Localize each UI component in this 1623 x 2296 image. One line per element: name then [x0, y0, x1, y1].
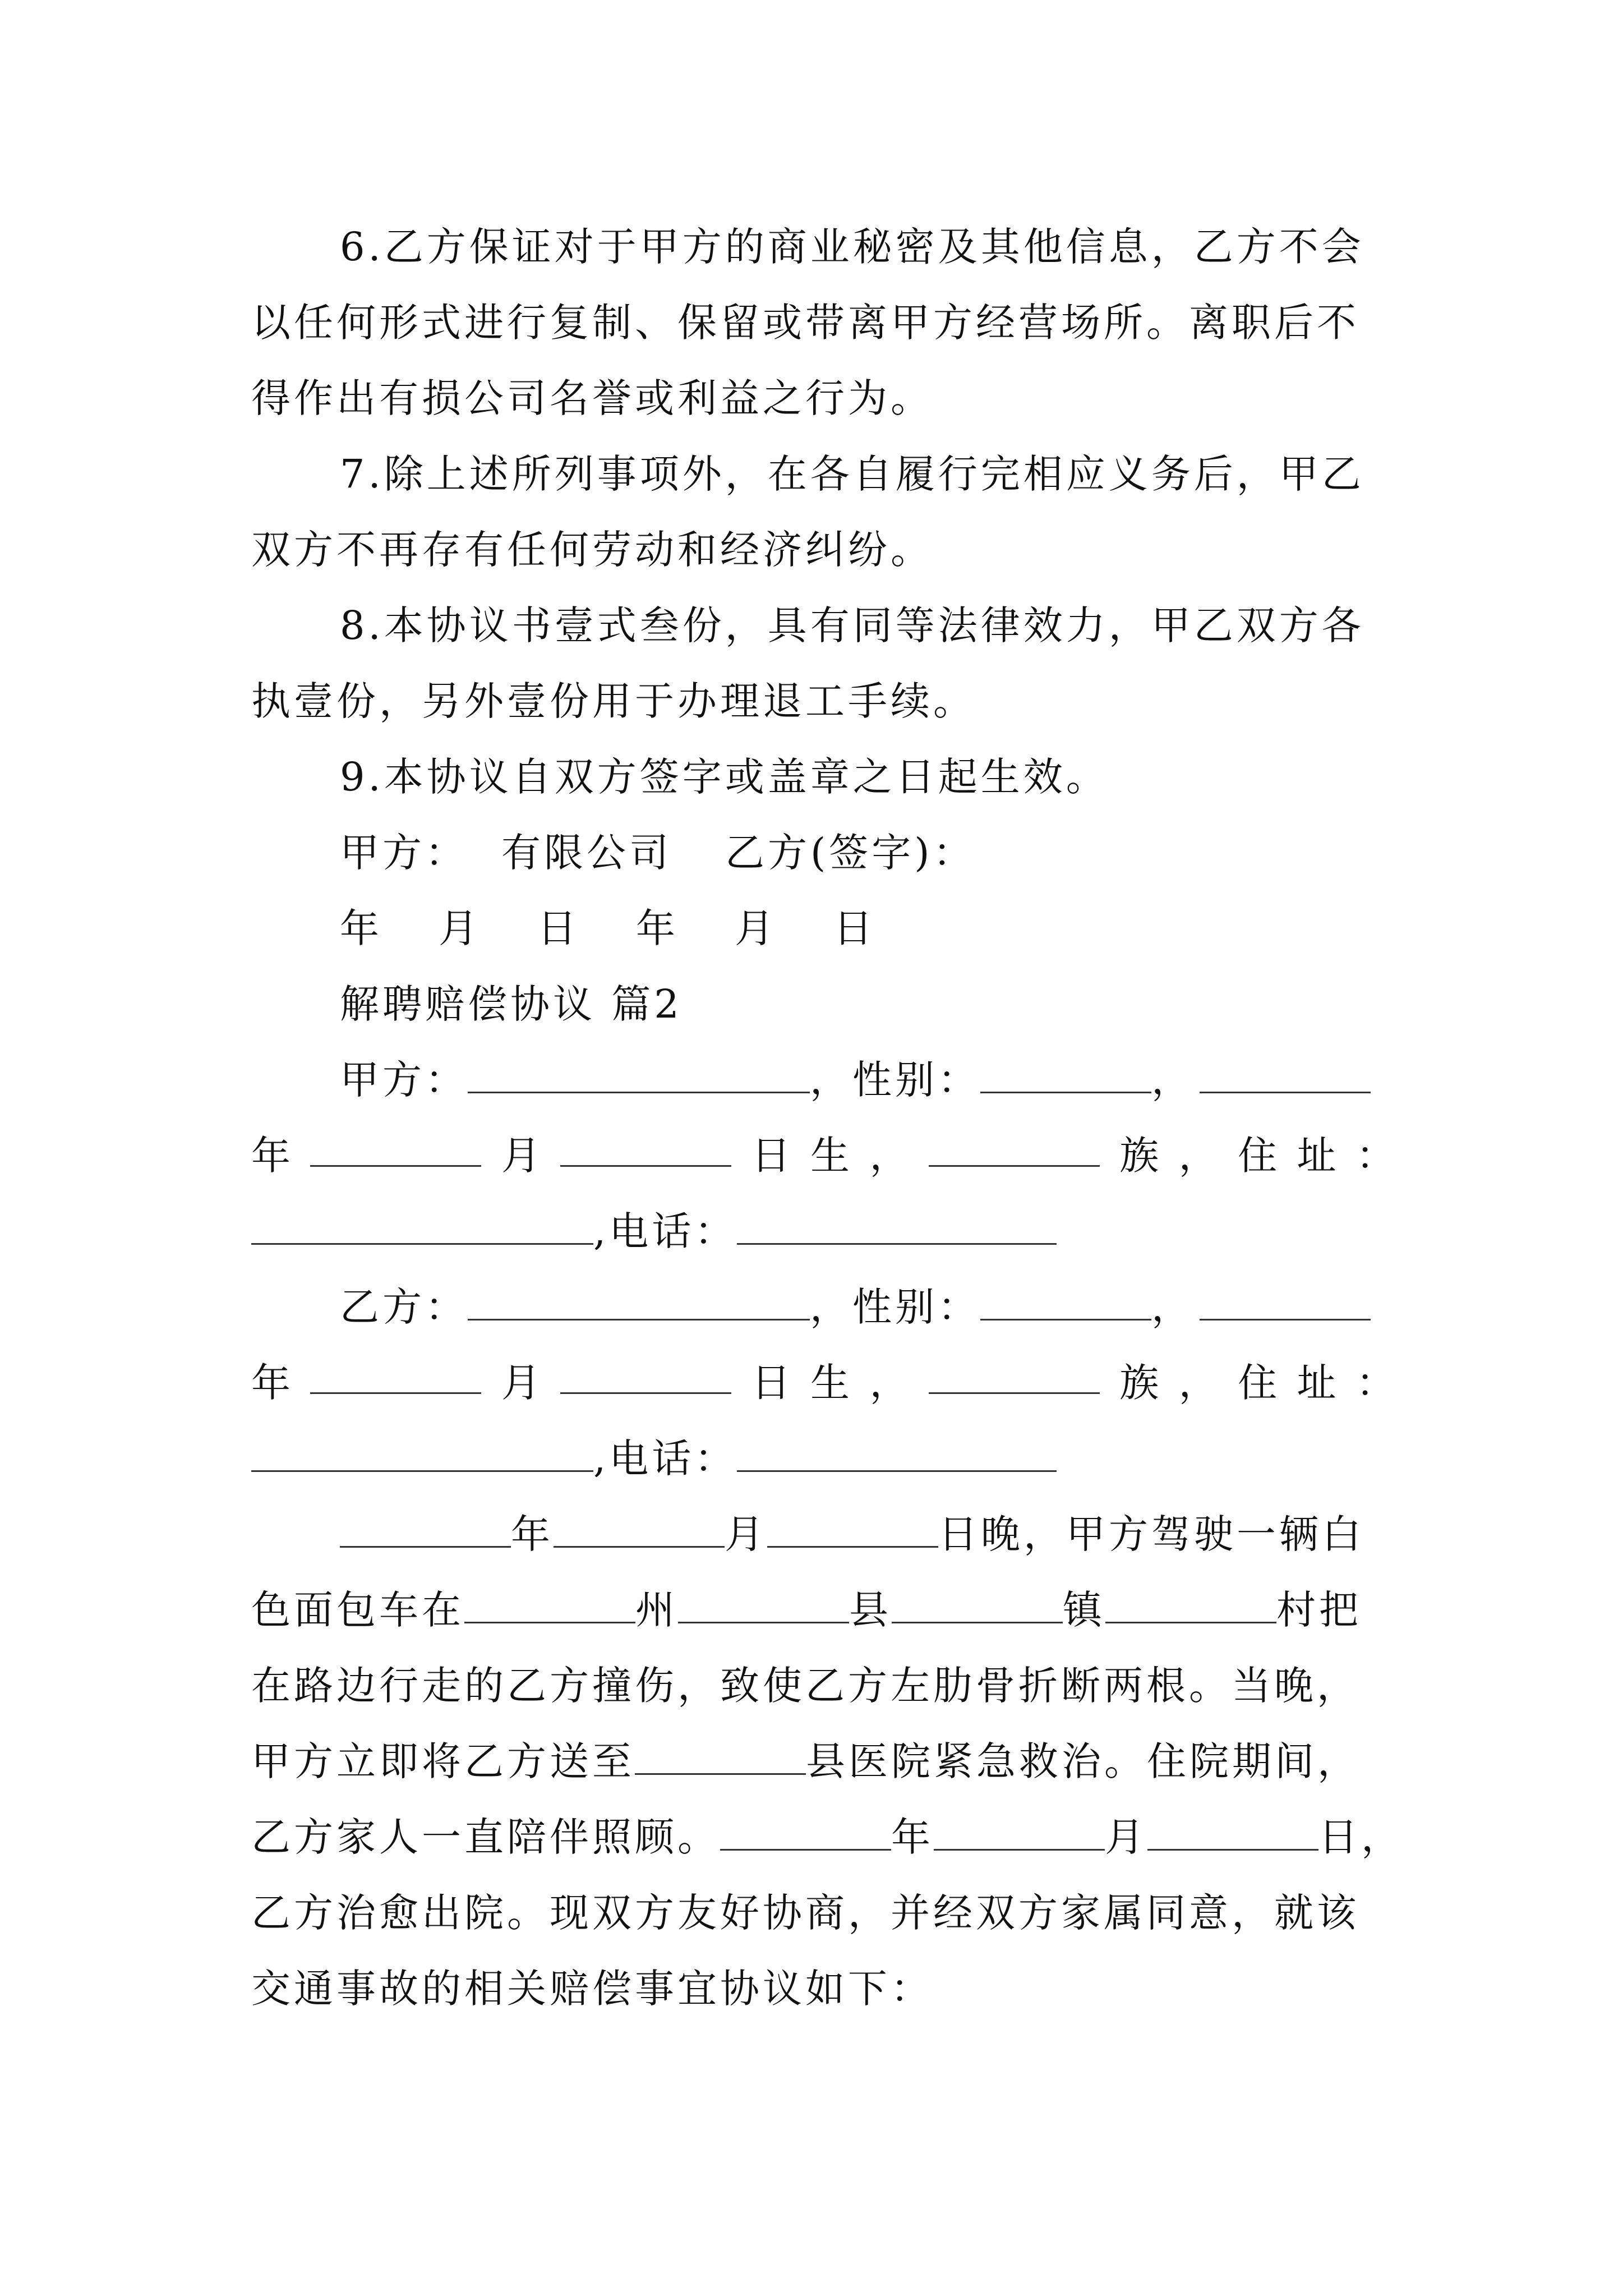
- location-zhou: 州: [635, 1587, 678, 1633]
- location-blank-3: [892, 1587, 1063, 1623]
- party-b-month-blank: [310, 1358, 481, 1394]
- narrative-line-2: [251, 1585, 1395, 1635]
- party-b-address-colon: ：: [1355, 1360, 1395, 1406]
- party-a-month: 月: [501, 1133, 541, 1179]
- party-b-phone-blank: [737, 1435, 1057, 1472]
- clause-9-line-1: 9.本协议自双方签字或盖章之日起生效。: [340, 754, 1109, 800]
- clause-8-line-1: 8.本协议书壹式叁份，具有同等法律效力，甲乙双方各: [340, 602, 1364, 648]
- party-b-name-blank: [468, 1284, 810, 1320]
- party-a-comma: ，: [1151, 1057, 1194, 1103]
- location-blank-4: [1105, 1587, 1276, 1623]
- discharge-month: 月: [1105, 1814, 1147, 1860]
- party-a-signature-label: 甲方：: [340, 830, 468, 876]
- party-a-gender-label: ，性别：: [810, 1057, 980, 1103]
- party-a-comma-3: ，: [1178, 1133, 1218, 1179]
- party-b-comma: ，: [1151, 1284, 1194, 1330]
- clause-7-line-2: 双方不再存有任何劳动和经济纠纷。: [251, 527, 933, 573]
- party-a-address-colon: ：: [1355, 1133, 1395, 1179]
- location-blank-2: [678, 1587, 849, 1623]
- party-b-line-3: [251, 1433, 1395, 1484]
- party-a-ethnic-blank: [929, 1130, 1100, 1167]
- incident-year-blank: [340, 1511, 511, 1548]
- signature-date-line: [340, 903, 1395, 954]
- narrative-line-4: [251, 1736, 1395, 1787]
- section-title: 解聘赔偿协议 篇2: [340, 981, 683, 1027]
- party-a-phone-label: ,电话：: [593, 1208, 737, 1254]
- care-text: 乙方家人一直陪伴照顾。: [251, 1814, 720, 1860]
- discharge-year-blank: [720, 1814, 891, 1851]
- location-zhen: 镇: [1063, 1587, 1105, 1633]
- party-a-day-blank: [560, 1130, 731, 1167]
- narrative-line-6: 乙方治愈出院。现双方友好协商，并经双方家属同意，就该: [251, 1890, 1359, 1936]
- signature-line: [340, 827, 1395, 878]
- party-b-ethnic: 族: [1119, 1360, 1159, 1406]
- date-a-month: 月: [439, 905, 481, 951]
- party-b-line-2: [251, 1358, 1395, 1408]
- party-b-phone-label: ,电话：: [593, 1435, 737, 1481]
- party-a-gender-blank: [980, 1057, 1151, 1093]
- party-b-born: 生: [810, 1360, 850, 1406]
- location-xian: 县: [849, 1587, 892, 1633]
- discharge-year: 年: [891, 1814, 934, 1860]
- party-b-gender-label: ，性别：: [810, 1284, 980, 1330]
- party-b-address-1: 住: [1238, 1360, 1278, 1406]
- party-b-year: 年: [251, 1360, 291, 1406]
- party-a-comma-2: ，: [869, 1133, 909, 1179]
- incident-rest: 日晚，甲方驾驶一辆白: [938, 1511, 1364, 1557]
- date-b-year: 年: [636, 905, 679, 951]
- party-b-address-2: 址: [1297, 1360, 1336, 1406]
- party-a-line-3: [251, 1206, 1395, 1257]
- clause-6-line-2: 以任何形式进行复制、保留或带离甲方经营场所。离职后不: [251, 300, 1359, 346]
- hospital-text: 甲方立即将乙方送至: [251, 1738, 635, 1784]
- party-b-month: 月: [501, 1360, 541, 1406]
- hospital-county-blank: [635, 1738, 806, 1775]
- party-a-month-blank: [310, 1130, 481, 1167]
- party-a-born: 生: [810, 1133, 850, 1179]
- narrative-line-7: 交通事故的相关赔偿事宜协议如下：: [251, 1966, 933, 2012]
- discharge-month-blank: [934, 1814, 1105, 1851]
- date-b-day: 日: [833, 905, 876, 951]
- party-a-line-2: [251, 1130, 1395, 1181]
- location-cun: 村把: [1276, 1587, 1362, 1633]
- location-blank-1: [464, 1587, 635, 1623]
- company-label: 有限公司: [501, 830, 672, 876]
- clause-7-line-1: 7.除上述所列事项外，在各自履行完相应义务后，甲乙: [340, 451, 1364, 497]
- discharge-day: 日，: [1318, 1814, 1404, 1860]
- party-a-phone-blank: [737, 1208, 1057, 1245]
- vehicle-text: 色面包车在: [251, 1587, 464, 1633]
- party-b-ethnic-blank: [929, 1358, 1100, 1394]
- party-a-address-2: 址: [1297, 1133, 1336, 1179]
- party-b-label: 乙方：: [340, 1284, 468, 1330]
- party-b-address-blank: [251, 1435, 593, 1472]
- narrative-line-3: 在路边行走的乙方撞伤，致使乙方左肋骨折断两根。当晚，: [251, 1663, 1359, 1709]
- party-b-day-blank: [560, 1358, 731, 1394]
- party-a-birth-blank-start: [1200, 1057, 1371, 1093]
- incident-month: 月: [725, 1511, 767, 1557]
- incident-day-blank: [767, 1511, 938, 1548]
- party-a-day: 日: [751, 1133, 791, 1179]
- party-b-comma-3: ，: [1178, 1360, 1218, 1406]
- party-a-line-1: [340, 1055, 1395, 1105]
- party-b-signature-label: 乙方(签字)：: [725, 830, 976, 876]
- discharge-day-blank: [1147, 1814, 1318, 1851]
- party-b-day: 日: [751, 1360, 791, 1406]
- party-a-year: 年: [251, 1133, 291, 1179]
- party-b-line-1: [340, 1282, 1395, 1332]
- party-b-birth-blank-start: [1200, 1284, 1371, 1320]
- party-a-ethnic: 族: [1119, 1133, 1159, 1179]
- clause-6-line-3: 得作出有损公司名誉或利益之行为。: [251, 375, 933, 421]
- party-a-label: 甲方：: [340, 1057, 468, 1103]
- narrative-line-5: [251, 1812, 1404, 1862]
- hospital-rest: 县医院紧急救治。住院期间，: [806, 1738, 1360, 1784]
- party-a-address-1: 住: [1238, 1133, 1278, 1179]
- date-b-month: 月: [735, 905, 777, 951]
- date-a-year: 年: [340, 905, 382, 951]
- party-b-gender-blank: [980, 1284, 1151, 1320]
- incident-month-blank: [554, 1511, 725, 1548]
- party-b-comma-2: ，: [869, 1360, 909, 1406]
- party-a-address-blank: [251, 1208, 593, 1245]
- incident-year: 年: [511, 1511, 554, 1557]
- narrative-line-1: [340, 1509, 1395, 1559]
- party-a-name-blank: [468, 1057, 810, 1093]
- date-a-day: 日: [537, 905, 580, 951]
- clause-6-line-1: 6.乙方保证对于甲方的商业秘密及其他信息，乙方不会: [340, 224, 1364, 270]
- clause-8-line-2: 执壹份，另外壹份用于办理退工手续。: [251, 678, 976, 724]
